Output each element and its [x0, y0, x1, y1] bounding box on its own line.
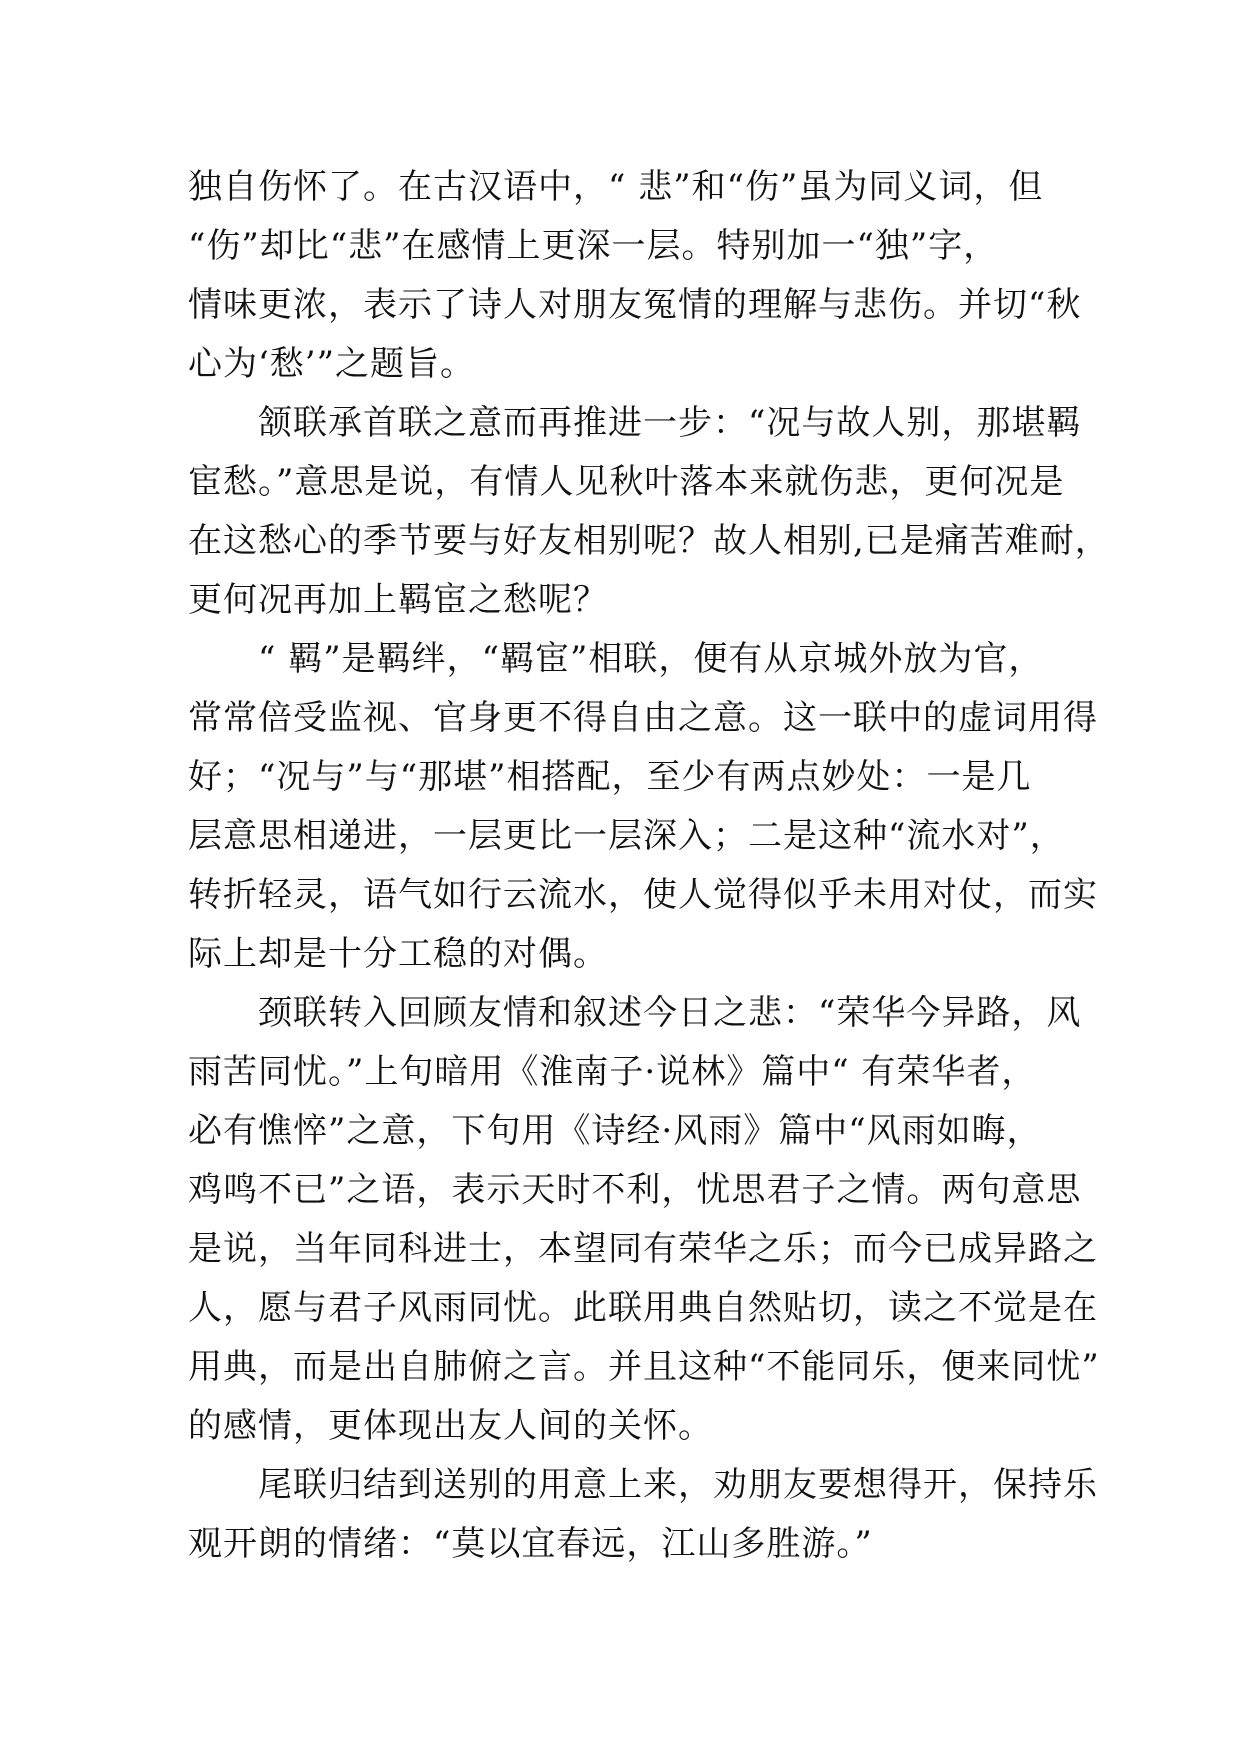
text-line: “伤”却比“悲”在感情上更深一层。特别加一“独”字，: [188, 226, 999, 266]
text-line: 用典，而是出自肺俯之言。并且这种“不能同乐，便来同忧”: [188, 1347, 1100, 1387]
text-line: 必有憔悴”之意，下句用《诗经·风雨》篇中“风雨如晦，: [188, 1111, 1042, 1151]
text-line: 心为‘愁’”之题旨。: [188, 344, 475, 384]
text-line: 雨苦同忧。”上句暗用《淮南子·说林》篇中“ 有荣华者，: [188, 1052, 1037, 1092]
body-text: [188, 158, 1110, 1574]
text-line: 宦愁。”意思是说，有情人见秋叶落本来就伤悲，更何况是: [188, 462, 1065, 502]
text-line: 际上却是十分工稳的对偶。: [188, 934, 608, 974]
text-line: 情味更浓，表示了诗人对朋友冤情的理解与悲伤。并切“秋: [188, 285, 1082, 325]
text-line: 常常倍受监视、官身更不得自由之意。这一联中的虚词用得: [188, 698, 1098, 738]
text-line: 尾联归结到送别的用意上来，劝朋友要想得开，保持乐: [188, 1465, 1098, 1505]
text-line: 的感情，更体现出友人间的关怀。: [188, 1406, 713, 1446]
text-line: 颈联转入回顾友情和叙述今日之悲：“荣华今异路，风: [188, 993, 1082, 1033]
text-line: 独自伤怀了。在古汉语中，“ 悲”和“伤”虽为同义词，但: [188, 167, 1044, 207]
text-line: 观开朗的情绪：“莫以宜春远，江山多胜游。”: [188, 1524, 873, 1564]
text-line: 颔联承首联之意而再推进一步：“况与故人别，那堪羁: [188, 403, 1082, 443]
text-line: 层意思相递进，一层更比一层深入；二是这种“流水对”，: [188, 816, 1065, 856]
text-line: 更何况再加上羁宦之愁呢？: [188, 580, 608, 620]
text-line: 是说，当年同科进士，本望同有荣华之乐；而今已成异路之: [188, 1229, 1098, 1269]
text-line: “ 羁”是羁绊，“羁宦”相联，便有从京城外放为官，: [188, 639, 1044, 679]
text-line: 好；“况与”与“那堪”相搭配，至少有两点妙处：一是几: [188, 757, 1032, 797]
text-line: 鸡鸣不已”之语，表示天时不利，忧思君子之情。两句意思: [188, 1170, 1082, 1210]
text-line: 转折轻灵，语气如行云流水，使人觉得似乎未用对仗，而实: [188, 875, 1098, 915]
text-line: 人，愿与君子风雨同忧。此联用典自然贴切，读之不觉是在: [188, 1288, 1098, 1328]
text-line: 在这愁心的季节要与好友相别呢？故人相别,已是痛苦难耐，: [188, 521, 1110, 561]
